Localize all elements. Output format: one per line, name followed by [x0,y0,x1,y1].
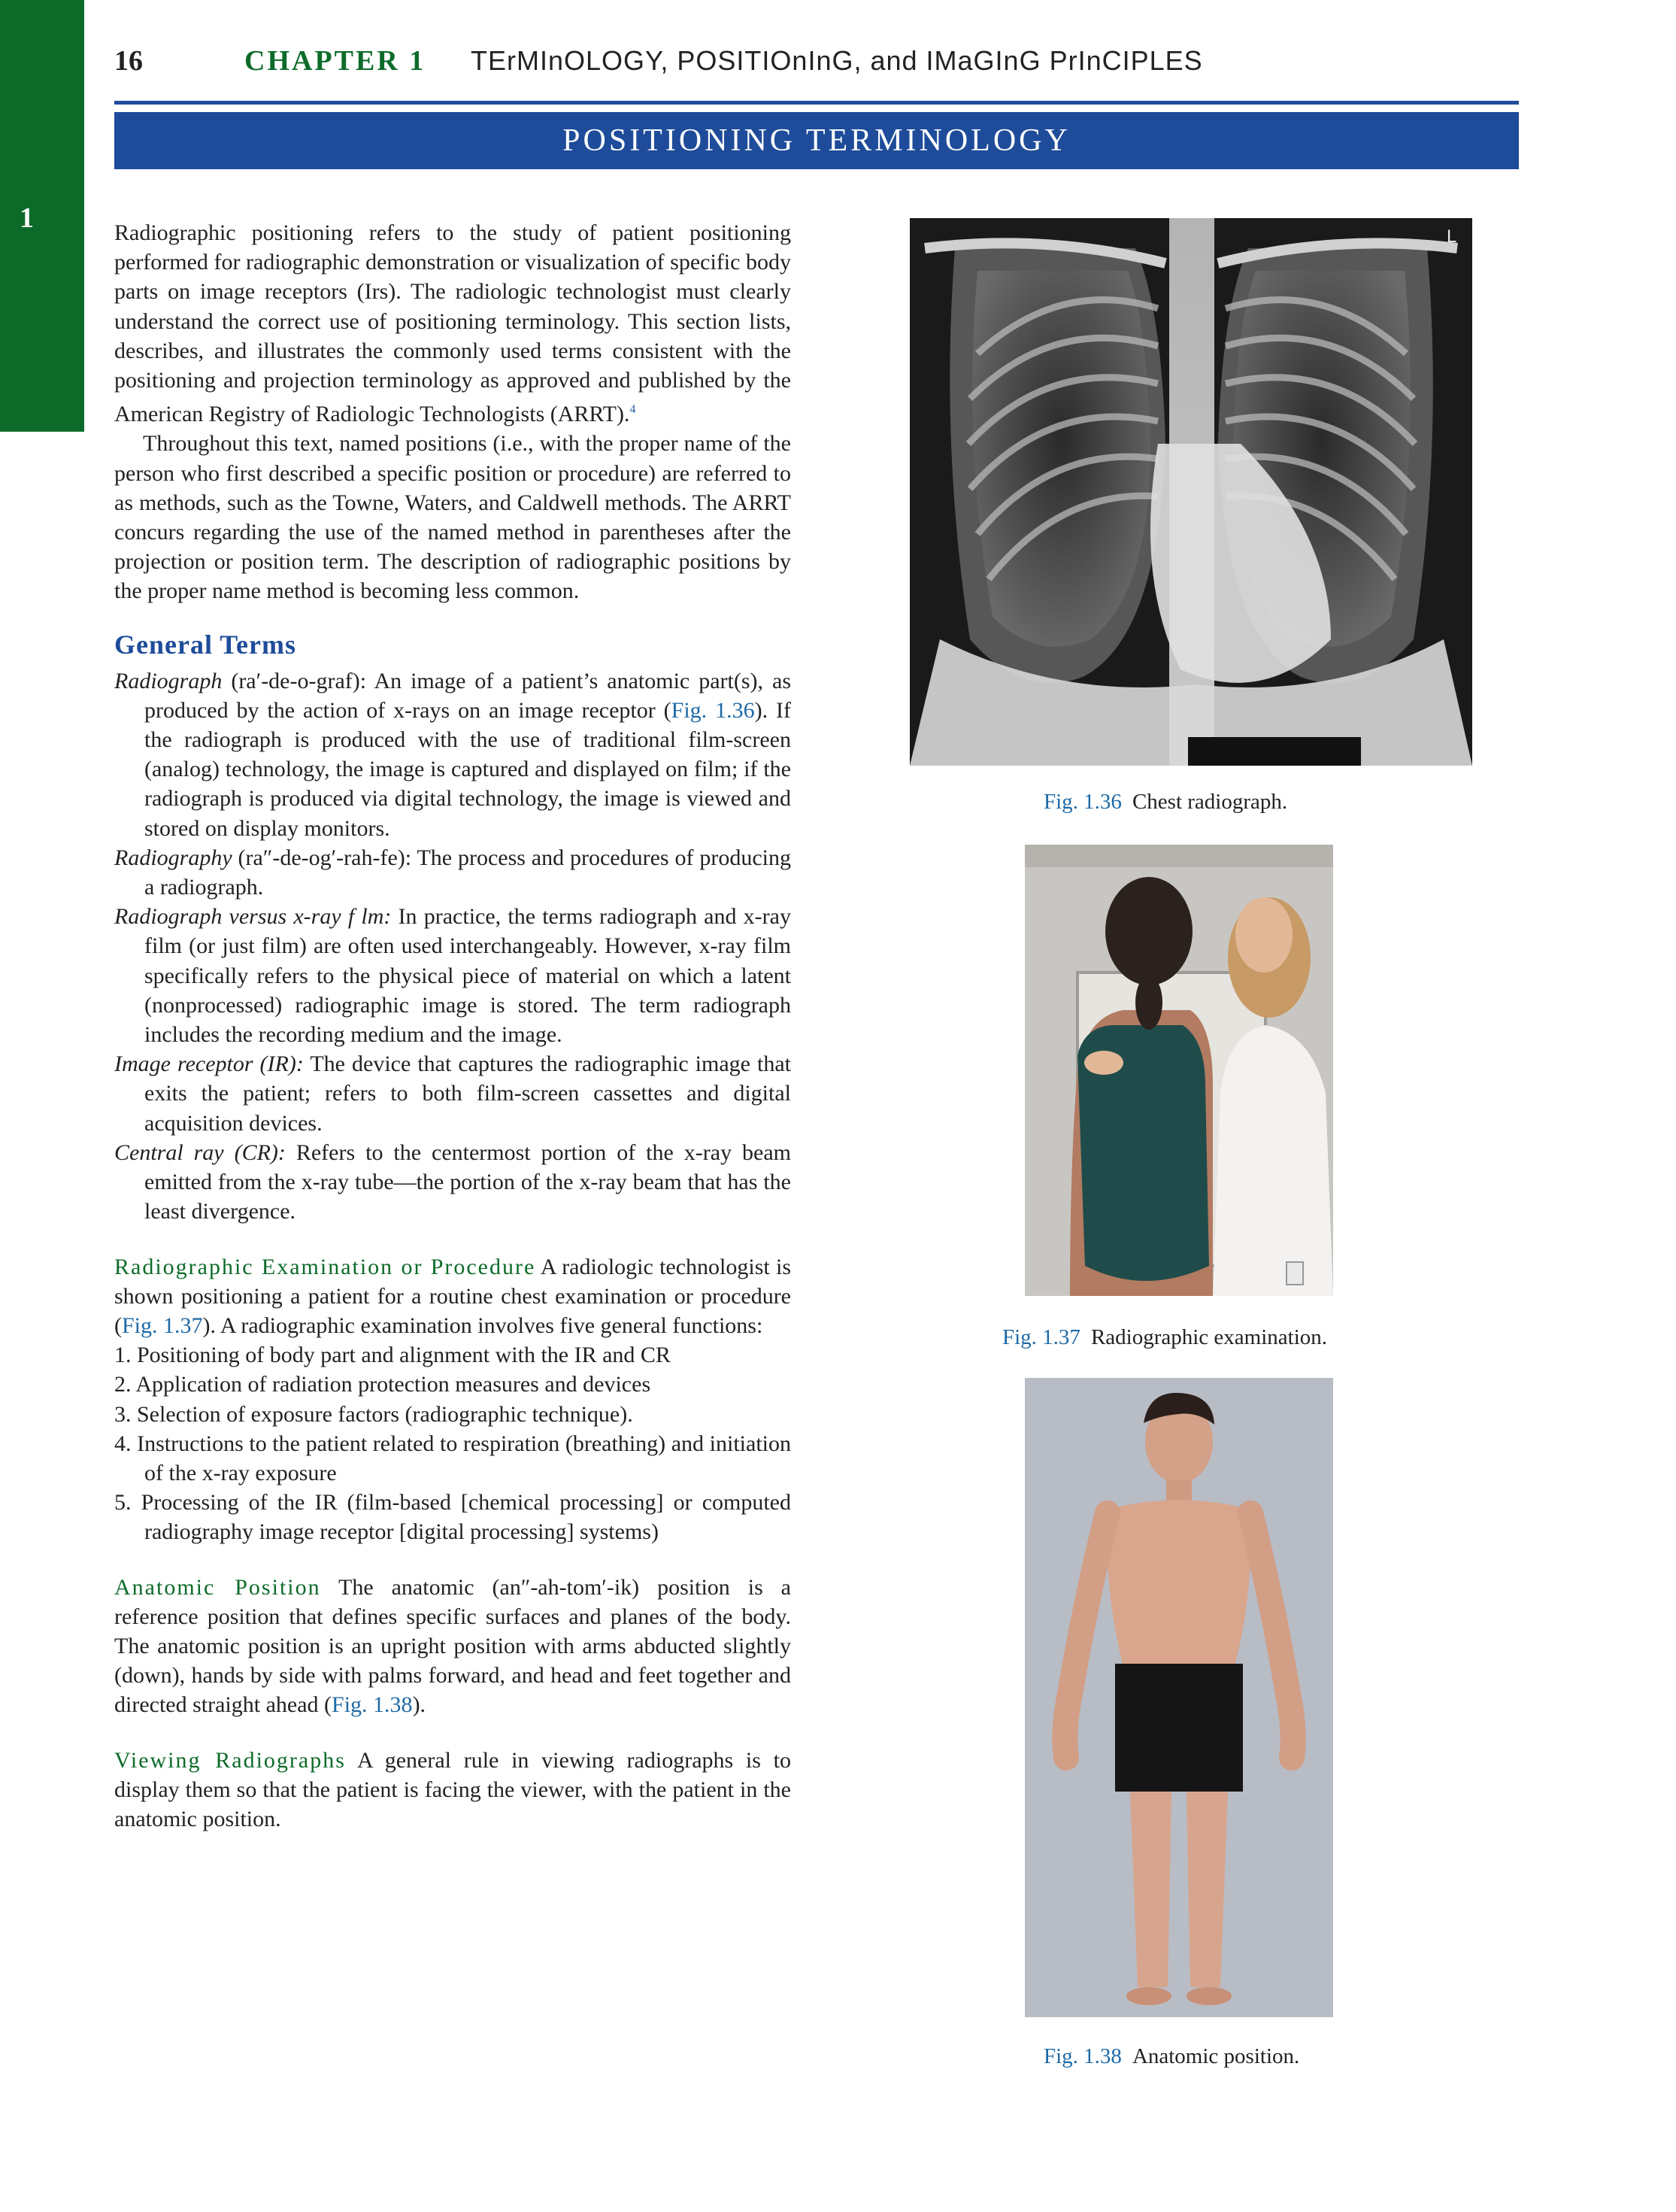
viewing-heading: Viewing Radiographs [114,1747,346,1773]
fig-1-38-link[interactable]: Fig. 1.38 [332,1692,413,1718]
term-central-ray: Central ray (CR): Refers to the centermost portion of the x-ray beam emitted from the x-ray tube—the portion of the x-ray beam that has the least divergence. [114,1139,791,1224]
viewing-paragraph: Viewing Radiographs A general rule in viewing radiographs is to display them so that the patient is facing the viewer, with the patient in the anatomic position. [114,1747,791,1831]
radiograph-side-marker: L [1447,226,1457,247]
list-item: 1. Positioning of body part and alignment with the IR and CR [114,1343,671,1368]
page-number: 16 [114,45,143,77]
exam-heading: Radiographic Examination or Procedure [114,1254,536,1279]
list-item: 4. Instructions to the patient related to respiration (breathing) and initiation of the x-ray exposure [114,1431,791,1485]
fig-1-38-caption: Fig. 1.38 Anatomic position. [1044,2044,1300,2068]
header-rule [114,101,1519,105]
term-radiograph-vs-film: Radiograph versus x-ray f lm: In practice, the terms radiograph and x-ray film (or just film) are often used interchangeably. However, x-ray film specifically refers to the physical piece of material on which a latent (nonprocessed) radiographic image is stored. The term radiograph includes the recording medium and the image. [114,904,791,1048]
anatomic-position-photo [1025,1378,1333,2017]
chapter-tab-number: 1 [20,202,34,234]
chapter-label: CHAPTER 1 [244,45,426,77]
anatomic-paragraph: Anatomic Position The anatomic (an″-ah-tom′-ik) position is a reference position that defines specific surfaces and planes of the body. The anatomic position is an upright position with arms abducted slightly (down), hands by side with palms forward, and head and feet together and directed straight ahead (Fig. 1.38). [114,1574,792,1718]
list-item: 5. Processing of the IR (film-based [chemical processing] or computed radiography image receptor [digital processing] systems) [114,1490,791,1545]
list-item: 2. Application of radiation protection measures and devices [114,1372,651,1397]
section-banner: POSITIONING TERMINOLOGY [114,112,1519,169]
chest-radiograph-image [910,218,1472,766]
fig-1-36-caption: Fig. 1.36 Chest radiograph. [1044,790,1288,814]
general-terms-heading: General Terms [114,629,296,660]
anatomic-heading: Anatomic Position [114,1574,321,1600]
intro-paragraph-1: Radiographic positioning refers to the study of patient positioning performed for radiographic demonstration or visualization of specific body parts on image receptors (Irs). The radiologic technologist must clearly understand the correct use of positioning terminology. This section lists, describes, and illustrates the commonly used terms consistent with the positioning and projection terminology as approved and published by the American Registry of Radiologic Technologists (ARRT).$^4$ [114,220,791,427]
term-radiography: Radiography (ra″-de-og′-rah-fe): The process and procedures of producing a radiograph. [114,845,791,900]
footnote-ref[interactable]: 4 [629,403,636,417]
term-radiograph: Radiograph (ra′-de-o-graf): An image of a patient’s anatomic part(s), as produced by the action of x-rays on an image receptor (Fig. 1.36). If the radiograph is produced with the use of traditional film-screen (analog) technology, the image is captured and displayed on film; if the radiograph is produced via digital technology, the image is viewed and stored on display monitors. [114,668,791,841]
chapter-tab [0,0,84,432]
fig-1-36-link[interactable]: Fig. 1.36 [671,697,755,723]
fig-1-37-link[interactable]: Fig. 1.37 [122,1312,203,1338]
exam-functions-list [114,1340,791,1546]
fig-1-37-caption: Fig. 1.37 Radiographic examination. [1002,1325,1328,1349]
intro-paragraph-2: Throughout this text, named positions (i.e., with the proper name of the person who first described a specific position or procedure) are referred to as methods, such as the Towne, Waters, and Caldwell methods. The ARRT concurs regarding the use of the named method in parentheses after the projection or position term. The description of radiographic positions by the proper name method is becoming less common. [114,431,791,604]
exam-paragraph: Radiographic Examination or Procedure A radiologic technologist is shown positioning a patient for a routine chest examination or procedure (Fig. 1.37). A radiographic examination involves five general functions: [114,1254,792,1338]
term-image-receptor: Image receptor (IR): The device that captures the radiographic image that exits the patient; refers to both film-screen cassettes and digital acquisition devices. [114,1051,791,1136]
text-column [114,218,791,1834]
list-item: 3. Selection of exposure factors (radiographic technique). [114,1401,633,1427]
radiographic-exam-photo [1025,845,1333,1296]
chapter-title: TErMInOLOGY, POSITIOnInG, and IMaGInG PrInCIPLES [471,45,1203,76]
